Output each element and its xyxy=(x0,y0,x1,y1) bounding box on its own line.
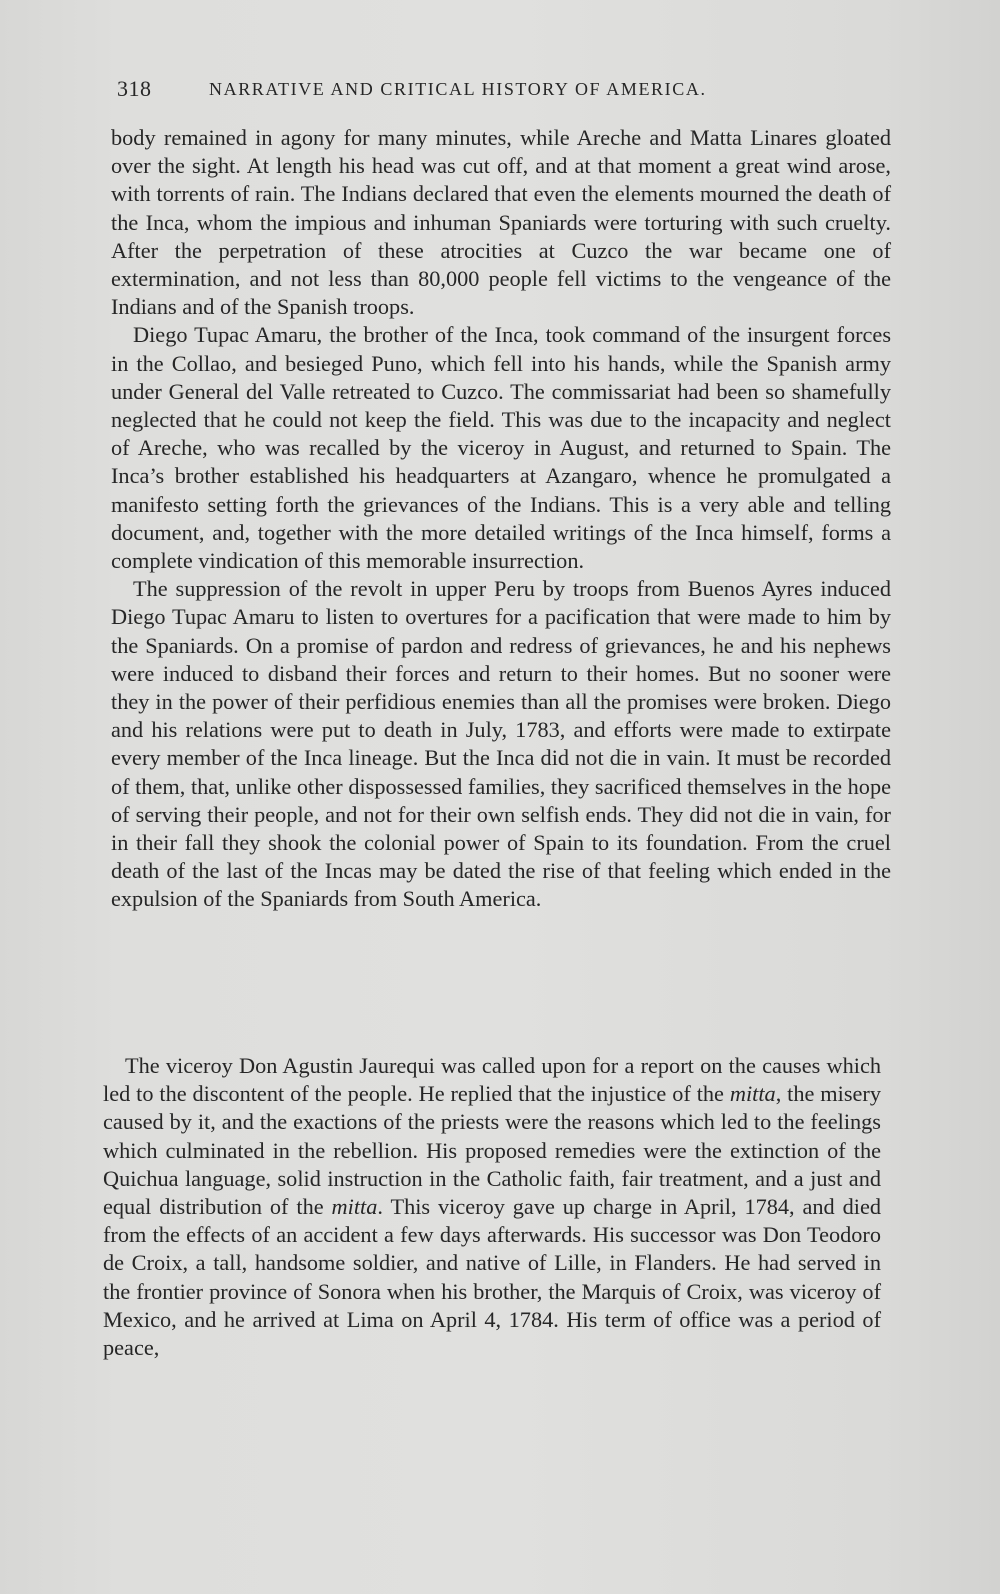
page-header xyxy=(117,76,907,106)
paragraph-4 xyxy=(103,1052,881,1362)
paragraph-4-part-3: . This viceroy gave up charge in April, 1784, and died from the effects of an accident a few days afterwards. His successor was Don Teodoro de Croix, a tall, handsome soldier, and native of Lille, in Flanders. He had served in the frontier province of Sonora when his brother, the Marquis of Croix, was viceroy of Mexico, and he arrived at Lima on April 4, 1784. His term of office was a period of peace, xyxy=(103,1194,882,1361)
paragraph-4-part-1: The viceroy Don Agustin Jaurequi was called upon for a report on the causes which led to the discontent of the people. He replied that the injustice of the xyxy=(103,1053,881,1107)
main-text-block xyxy=(111,124,891,914)
mitta-term: mitta xyxy=(729,1081,776,1107)
mitta-term: mitta xyxy=(331,1194,378,1220)
paragraph-1: body remained in agony for many minutes, while Areche and Matta Linares gloated over the sight. At length his head was cut off, and at that moment a great wind arose, with torrents of rain. The Indians declared that even the elements mourned the death of the Inca, whom the impious and inhuman Spaniards were torturing with such cruelty. After the perpetration of these atrocities at Cuzco the war became one of extermination, and not less than 80,000 people fell victims to the vengeance of the Indians and of the Spanish troops. xyxy=(111,125,891,320)
second-section-text-block xyxy=(103,1052,881,1362)
paragraph-3: The suppression of the revolt in upper Peru by troops from Buenos Ayres induced Diego Tupac Amaru to listen to overtures for a pacification that were made to him by the Spaniards. On a promise of pardon and redress of grievances, he and his nephews were induced to disband their forces and return to their homes. But no sooner were they in the power of their perfidious enemies than all the promises were broken. Diego and his relations were put to death in July, 1783, and efforts were made to extirpate every member of the Inca lineage. But the Inca did not die in vain. It must be recorded of them, that, unlike other dispossessed families, they sacrificed themselves in the hope of serving their people, and not for their own selfish ends. They did not die in vain, for in their fall they shook the colonial power of Spain to its foundation. From the cruel death of the last of the Incas may be dated the rise of that feeling which ended in the expulsion of the Spaniards from South America. xyxy=(111,576,891,912)
page-number: 318 xyxy=(117,76,152,101)
running-title: NARRATIVE AND CRITICAL HISTORY OF AMERICA. xyxy=(209,79,707,99)
paragraph-2: Diego Tupac Amaru, the brother of the Inca, took command of the insurgent forces in the Collao, and besieged Puno, which fell into his hands, while the Spanish army under General del Valle retreated to Cuzco. The commissariat had been so shamefully neglected that he could not keep the field. This was due to the incapacity and neglect of Areche, who was recalled by the viceroy in August, and returned to Spain. The Inca’s brother established his headquarters at Azangaro, whence he promulgated a manifesto setting forth the grievances of the Indians. This is a very able and telling document, and, together with the more detailed writings of the Inca himself, forms a complete vindication of this memorable insurrection. xyxy=(111,322,891,574)
paragraph-4-part-2: , the misery caused by it, and the exactions of the priests were the reasons which led to the feelings which culminated in the rebellion. His proposed remedies were the extinction of the Quichua language, solid instruction in the Catholic faith, fair treatment, and a just and equal distribution of the xyxy=(103,1081,881,1220)
